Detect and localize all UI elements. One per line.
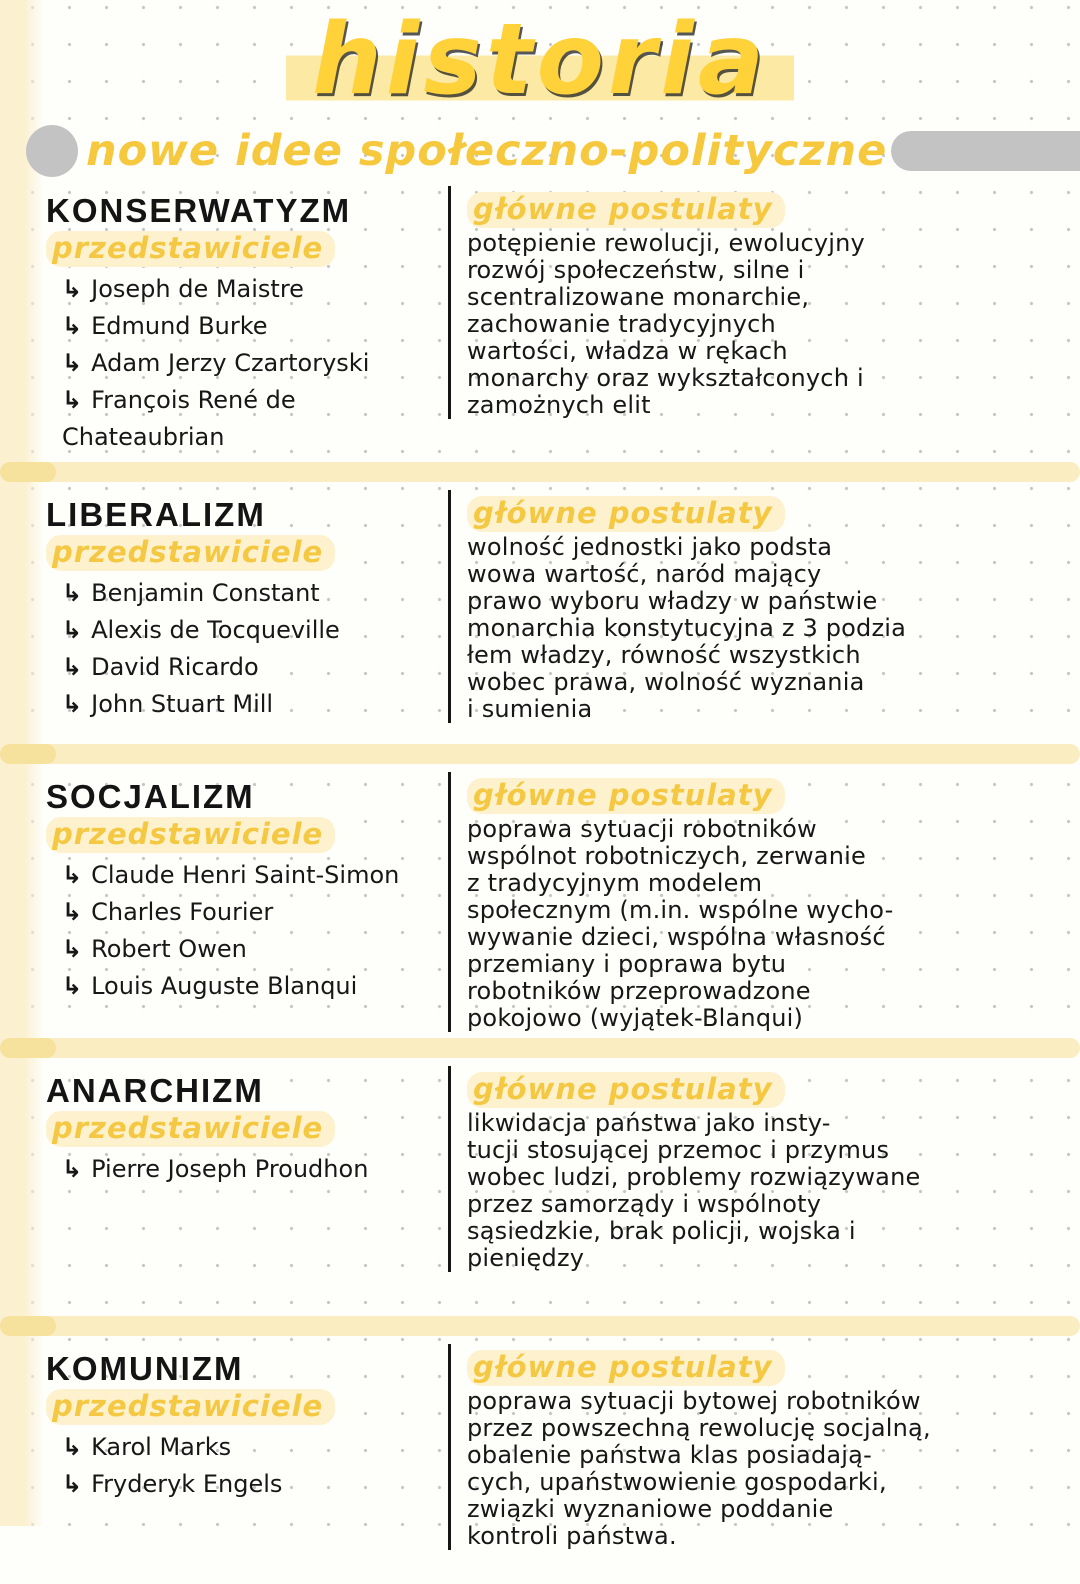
tape-bar-icon bbox=[891, 131, 1080, 171]
representative-item bbox=[62, 649, 448, 686]
representative-item bbox=[62, 968, 448, 1005]
arrow-bullet-icon: ↳ bbox=[62, 349, 83, 377]
postulate-line: poprawa sytuacji bytowej robotników bbox=[467, 1387, 921, 1415]
postulate-line: zachowanie tradycyjnych bbox=[467, 310, 776, 338]
postulates-label: główne postulaty bbox=[467, 1072, 785, 1108]
representative-name: Louis Auguste Blanqui bbox=[91, 972, 358, 1000]
representative-item bbox=[62, 345, 448, 382]
page-subtitle: nowe idee społeczno-polityczne bbox=[86, 126, 888, 176]
representatives-list bbox=[46, 1151, 448, 1188]
postulate-line: przez powszechną rewolucję socjalną, bbox=[467, 1414, 931, 1442]
postulate-line: związki wyznaniowe poddanie bbox=[467, 1495, 834, 1523]
arrow-bullet-icon: ↳ bbox=[62, 1155, 83, 1183]
postulates-text bbox=[467, 816, 1046, 1032]
ideology-section bbox=[0, 490, 1080, 738]
postulate-line: scentralizowane monarchie, bbox=[467, 283, 810, 311]
section-divider-band bbox=[0, 462, 1080, 482]
postulates-text bbox=[467, 1110, 1046, 1272]
arrow-bullet-icon: ↳ bbox=[62, 1433, 83, 1461]
representative-name: Alexis de Tocqueville bbox=[91, 616, 340, 644]
postulates-column bbox=[448, 1066, 1046, 1272]
section-title: SOCJALIZM bbox=[46, 778, 255, 815]
postulates-column bbox=[448, 1344, 1046, 1550]
representative-item bbox=[62, 575, 448, 612]
representatives-column bbox=[46, 1066, 448, 1310]
arrow-bullet-icon: ↳ bbox=[62, 275, 83, 303]
postulate-line: poprawa sytuacji robotników bbox=[467, 815, 817, 843]
section-title: KOMUNIZM bbox=[46, 1350, 244, 1387]
representative-item bbox=[62, 271, 448, 308]
representatives-label: przedstawiciele bbox=[46, 817, 335, 853]
arrow-bullet-icon: ↳ bbox=[62, 616, 83, 644]
representative-item bbox=[62, 308, 448, 345]
postulate-line: likwidacja państwa jako insty- bbox=[467, 1109, 831, 1137]
representative-name: Karol Marks bbox=[91, 1433, 232, 1461]
postulate-line: wobec prawa, wolność wyznania bbox=[467, 668, 865, 696]
representative-name: Robert Owen bbox=[91, 935, 247, 963]
section-divider-band bbox=[0, 1316, 1080, 1336]
representative-name: Pierre Joseph Proudhon bbox=[91, 1155, 369, 1183]
section-divider-band bbox=[0, 744, 1080, 764]
ideology-section bbox=[0, 1066, 1080, 1310]
arrow-bullet-icon: ↳ bbox=[62, 312, 83, 340]
postulates-text bbox=[467, 534, 1046, 723]
representatives-list bbox=[46, 271, 448, 456]
postulate-line: pokojowo (wyjątek-Blanqui) bbox=[467, 1004, 804, 1032]
postulate-line: kontroli państwa. bbox=[467, 1522, 677, 1550]
arrow-bullet-icon: ↳ bbox=[62, 898, 83, 926]
representatives-column bbox=[46, 1344, 448, 1584]
representative-item bbox=[62, 1429, 448, 1466]
representative-item bbox=[62, 686, 448, 723]
representative-item bbox=[62, 612, 448, 649]
tape-dot-icon bbox=[26, 125, 78, 177]
postulate-line: pieniędzy bbox=[467, 1244, 585, 1272]
representative-name: Fryderyk Engels bbox=[91, 1470, 283, 1498]
representatives-list bbox=[46, 575, 448, 723]
representative-name: Charles Fourier bbox=[91, 898, 274, 926]
ideology-section bbox=[0, 772, 1080, 1032]
ideology-section bbox=[0, 186, 1080, 456]
arrow-bullet-icon: ↳ bbox=[62, 972, 83, 1000]
postulate-line: wspólnot robotniczych, zerwanie bbox=[467, 842, 866, 870]
postulate-line: monarchia konstytucyjna z 3 podzia bbox=[467, 614, 907, 642]
subtitle-row bbox=[0, 124, 1080, 178]
ideology-section bbox=[0, 1344, 1080, 1584]
representatives-column bbox=[46, 186, 448, 456]
arrow-bullet-icon: ↳ bbox=[62, 653, 83, 681]
representative-name: Adam Jerzy Czartoryski bbox=[91, 349, 370, 377]
representatives-list bbox=[46, 857, 448, 1005]
representative-item bbox=[62, 857, 448, 894]
representatives-column bbox=[46, 490, 448, 738]
sections-container bbox=[0, 186, 1080, 1584]
postulate-line: prawo wyboru władzy w państwie bbox=[467, 587, 878, 615]
postulate-line: cych, upaństwowienie gospodarki, bbox=[467, 1468, 887, 1496]
section-title: KONSERWATYZM bbox=[46, 192, 352, 229]
postulate-line: wartości, władza w rękach bbox=[467, 337, 788, 365]
page-title: historia bbox=[286, 4, 794, 116]
postulates-column bbox=[448, 772, 1046, 1032]
postulate-line: przemiany i poprawa bytu bbox=[467, 950, 787, 978]
representative-name: François René de Chateaubrian bbox=[62, 386, 296, 451]
postulate-line: przez samorządy i wspólnoty bbox=[467, 1190, 822, 1218]
representative-item bbox=[62, 931, 448, 968]
postulates-label: główne postulaty bbox=[467, 496, 785, 532]
representative-item bbox=[62, 894, 448, 931]
section-divider-band bbox=[0, 1038, 1080, 1058]
postulates-column bbox=[448, 186, 1046, 419]
postulates-label: główne postulaty bbox=[467, 192, 785, 228]
arrow-bullet-icon: ↳ bbox=[62, 1470, 83, 1498]
section-title: LIBERALIZM bbox=[46, 496, 266, 533]
page-header bbox=[0, 0, 1080, 178]
postulate-line: łem władzy, równość wszystkich bbox=[467, 641, 861, 669]
representative-name: Joseph de Maistre bbox=[91, 275, 304, 303]
postulate-line: zamożnych elit bbox=[467, 391, 651, 419]
representative-item bbox=[62, 1466, 448, 1503]
representative-name: Claude Henri Saint-Simon bbox=[91, 861, 400, 889]
postulate-line: z tradycyjnym modelem bbox=[467, 869, 763, 897]
postulate-line: rozwój społeczeństw, silne i bbox=[467, 256, 805, 284]
representatives-column bbox=[46, 772, 448, 1032]
postulate-line: monarchy oraz wykształconych i bbox=[467, 364, 864, 392]
representative-name: John Stuart Mill bbox=[91, 690, 274, 718]
arrow-bullet-icon: ↳ bbox=[62, 386, 83, 414]
postulate-line: wywanie dzieci, wspólna własność bbox=[467, 923, 886, 951]
representatives-label: przedstawiciele bbox=[46, 231, 335, 267]
postulate-line: tucji stosującej przemoc i przymus bbox=[467, 1136, 890, 1164]
postulate-line: wowa wartość, naród mający bbox=[467, 560, 822, 588]
arrow-bullet-icon: ↳ bbox=[62, 861, 83, 889]
representatives-label: przedstawiciele bbox=[46, 1389, 335, 1425]
postulate-line: obalenie państwa klas posiadają- bbox=[467, 1441, 872, 1469]
arrow-bullet-icon: ↳ bbox=[62, 935, 83, 963]
postulates-column bbox=[448, 490, 1046, 723]
postulate-line: społecznym (m.in. wspólne wycho- bbox=[467, 896, 894, 924]
representative-name: David Ricardo bbox=[91, 653, 259, 681]
postulates-label: główne postulaty bbox=[467, 1350, 785, 1386]
postulate-line: wolność jednostki jako podsta bbox=[467, 533, 833, 561]
section-title: ANARCHIZM bbox=[46, 1072, 264, 1109]
postulate-line: sąsiedzkie, brak policji, wojska i bbox=[467, 1217, 856, 1245]
representatives-list bbox=[46, 1429, 448, 1503]
postulates-text bbox=[467, 230, 1046, 419]
postulate-line: potępienie rewolucji, ewolucyjny bbox=[467, 229, 865, 257]
representative-item bbox=[62, 1151, 448, 1188]
postulate-line: wobec ludzi, problemy rozwiązywane bbox=[467, 1163, 921, 1191]
arrow-bullet-icon: ↳ bbox=[62, 690, 83, 718]
representatives-label: przedstawiciele bbox=[46, 535, 335, 571]
representative-name: Edmund Burke bbox=[91, 312, 268, 340]
postulate-line: robotników przeprowadzone bbox=[467, 977, 811, 1005]
postulate-line: i sumienia bbox=[467, 695, 593, 723]
postulates-label: główne postulaty bbox=[467, 778, 785, 814]
representative-item bbox=[62, 382, 448, 456]
representative-name: Benjamin Constant bbox=[91, 579, 320, 607]
arrow-bullet-icon: ↳ bbox=[62, 579, 83, 607]
representatives-label: przedstawiciele bbox=[46, 1111, 335, 1147]
